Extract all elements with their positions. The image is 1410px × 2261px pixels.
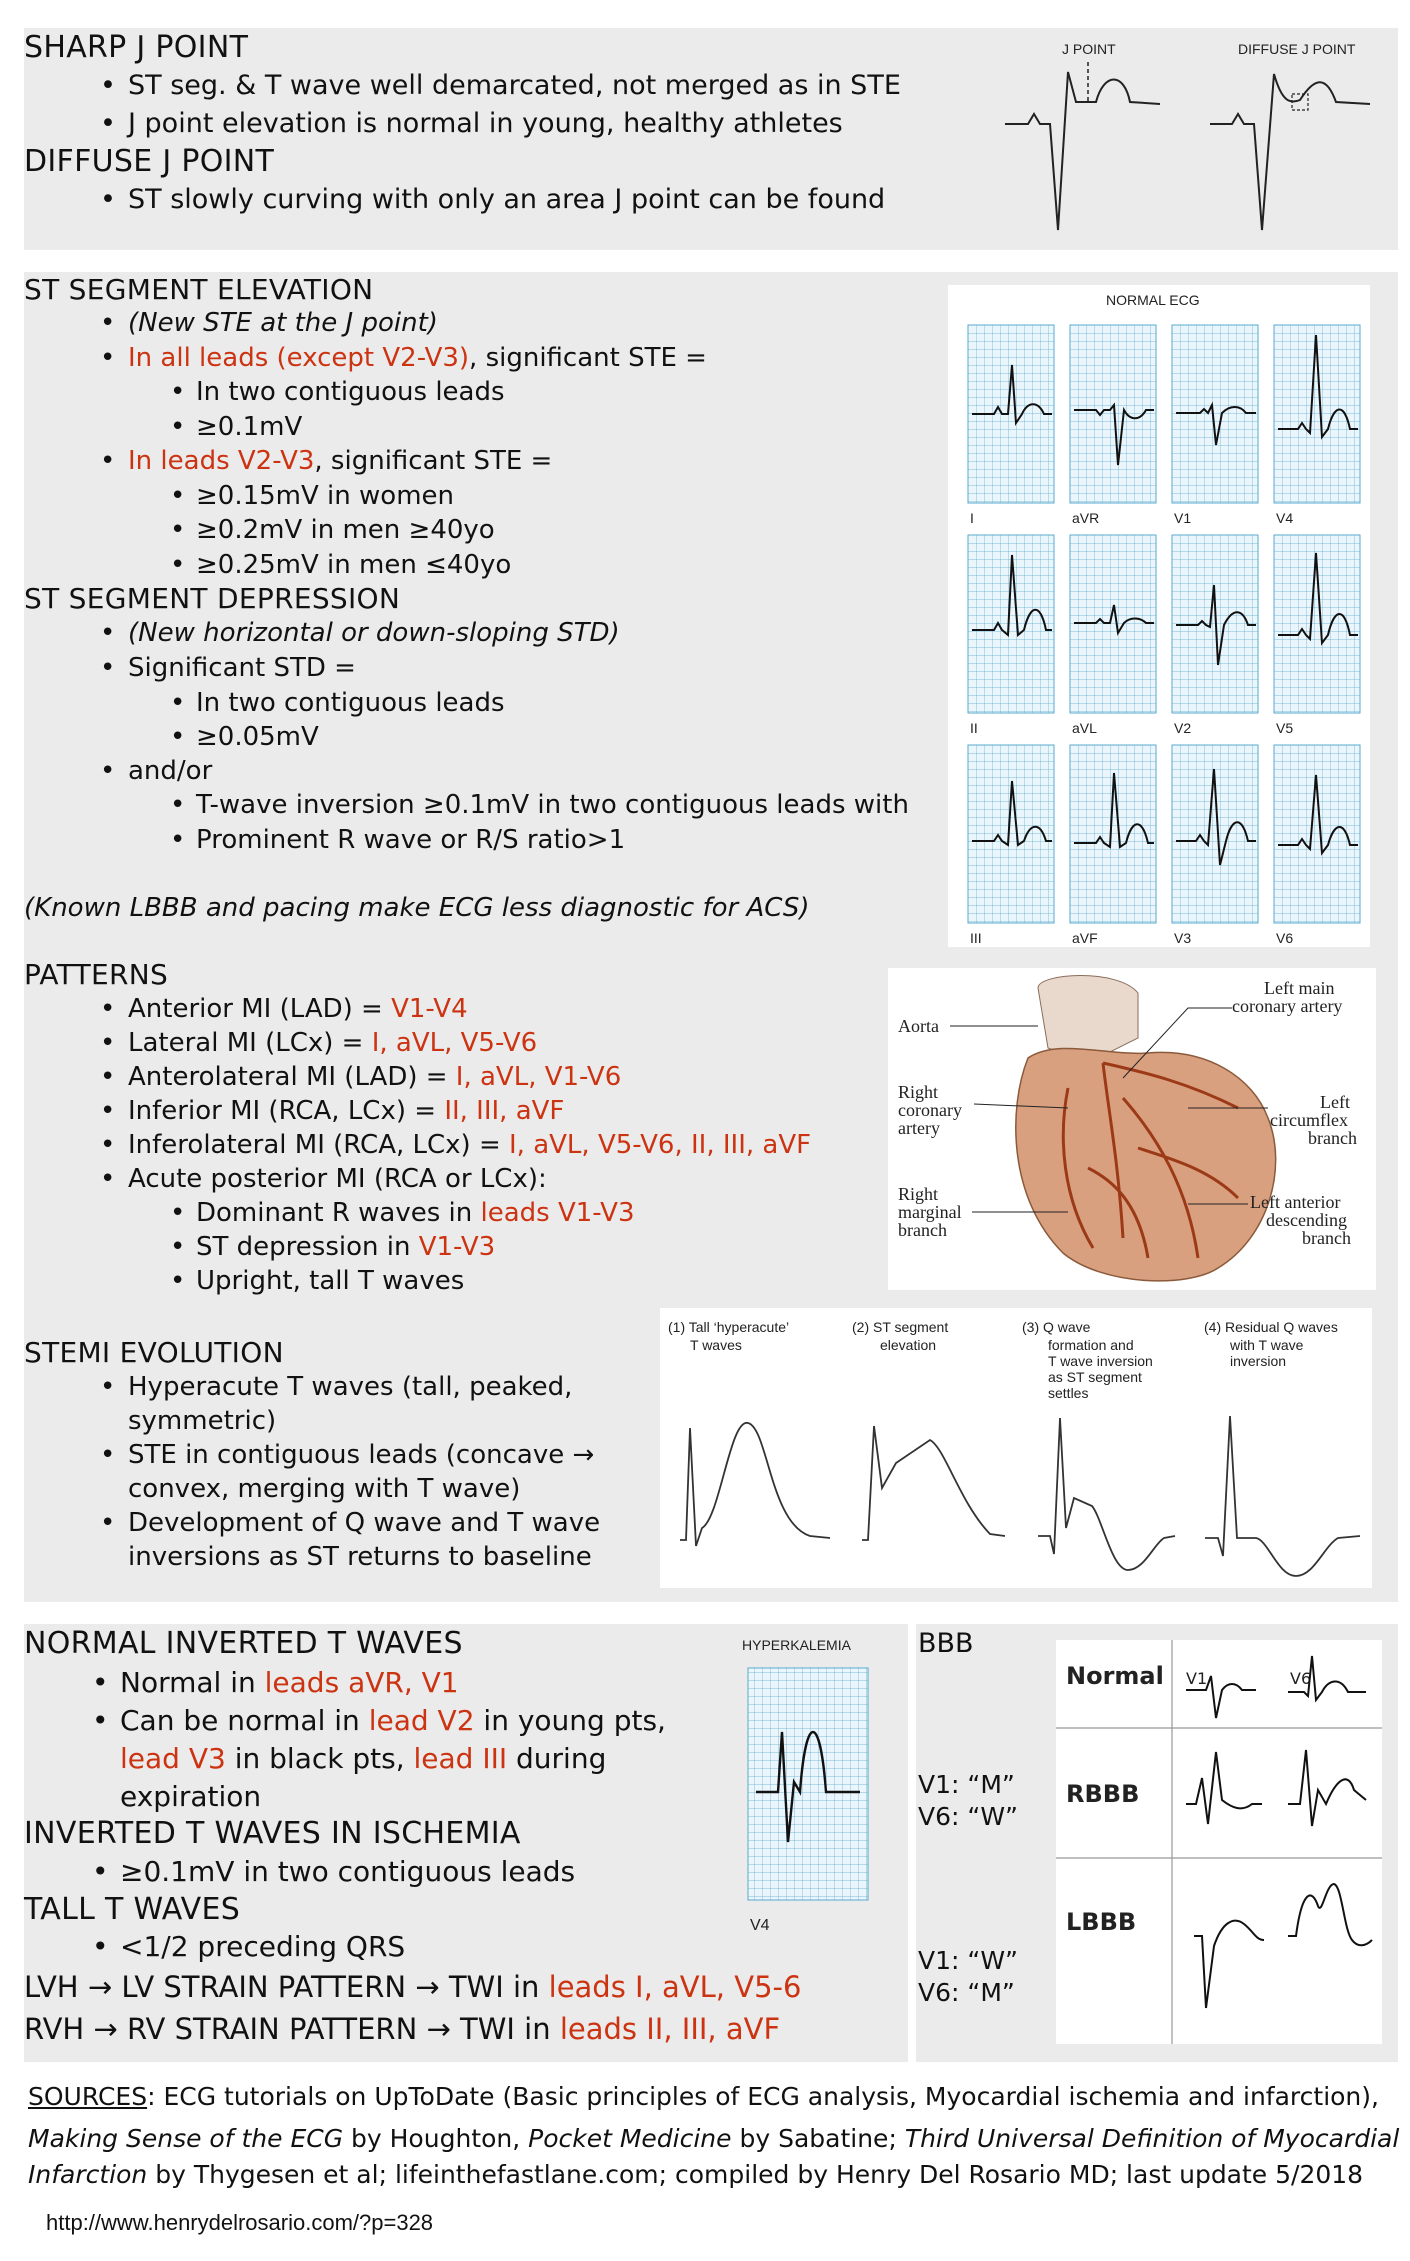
inverted-t-ischemia-title: INVERTED T WAVES IN ISCHEMIA (24, 1816, 521, 1851)
label-left-main-2: coronary artery (1232, 996, 1343, 1016)
ecg-lead-label: V2 (1174, 720, 1192, 736)
stemi-fig3-d: as ST segment (1048, 1369, 1142, 1385)
stemi-fig4-b: with T wave (1230, 1337, 1304, 1353)
ecg-lead-label: II (970, 720, 978, 736)
label-lad-3: branch (1302, 1228, 1351, 1248)
stemi-fig4-c: inversion (1230, 1353, 1287, 1369)
label-aorta: Aorta (898, 1016, 939, 1036)
sharp-j-title: SHARP J POINT (24, 30, 249, 65)
diffuse-j-title: DIFFUSE J POINT (24, 144, 275, 179)
pattern-sub-1: • Dominant R waves in leads V1-V3 (196, 1198, 635, 1228)
stemi-bullet-2a: • STE in contiguous leads (concave → (128, 1440, 594, 1470)
ecg-lead-label: aVR (1072, 510, 1100, 526)
bbb-v6-label: V6 (1290, 1669, 1312, 1688)
pattern-item: • Lateral MI (LCx) = I, aVL, V5-V6 (128, 1028, 537, 1058)
t-bullet-2: • Can be normal in lead V2 in young pts, (120, 1704, 666, 1737)
stemi-bullet-3a: • Development of Q wave and T wave (128, 1508, 600, 1538)
diffuse-j-point-label: DIFFUSE J POINT (1238, 41, 1356, 57)
std-bullet-1: • (New horizontal or down-sloping STD) (128, 618, 620, 648)
bbb-v1-label: V1 (1186, 1669, 1208, 1688)
ecg-lead-strip (968, 535, 1054, 736)
ste-bullet-2: • In all leads (except V2-V3), significant STE = (128, 343, 707, 373)
ste-bullet-3: • In leads V2-V3, significant STE = (128, 446, 552, 476)
sources-line-2: Making Sense of the ECG by Houghton, Pocket Medicine by Sabatine; Third Universal Definition of Myocardial (28, 2124, 1400, 2153)
ecg-lead-label: III (970, 930, 982, 946)
normal-inverted-t-title: NORMAL INVERTED T WAVES (24, 1626, 463, 1661)
ecg-lead-strip (1274, 325, 1360, 526)
ecg-lead-label: V6 (1276, 930, 1294, 946)
label-left-circ-3: branch (1308, 1128, 1357, 1148)
hyperkalemia-lead: V4 (750, 1917, 770, 1934)
std-bullet-2: • Significant STD = (128, 653, 356, 683)
ecg-lead-strip (1172, 745, 1258, 946)
stemi-title: STEMI EVOLUTION (24, 1336, 284, 1369)
pattern-sub-2: • ST depression in V1-V3 (196, 1232, 495, 1262)
t-bullet-4: • <1/2 preceding QRS (120, 1930, 405, 1963)
ecg-lead-strip (1070, 325, 1156, 526)
ecg-lead-label: V3 (1174, 930, 1192, 946)
bbb-normal-label: Normal (1066, 1662, 1164, 1690)
diffuse-j-trace (1210, 74, 1370, 230)
ecg-lead-strip (1274, 745, 1360, 946)
rvh-strain: RVH → RV STRAIN PATTERN → TWI in leads II, III, aVF (24, 2012, 781, 2046)
stemi-fig3-e: settles (1048, 1385, 1089, 1401)
std-bullet-2b: • ≥0.05mV (196, 722, 319, 752)
sharp-j-trace (1005, 72, 1160, 230)
ecg-lead-label: aVL (1072, 720, 1097, 736)
sources-line-3: Infarction by Thygesen et al; lifeinthefastlane.com; compiled by Henry Del Rosario MD; last update 5/2018 (28, 2160, 1364, 2189)
pattern-sub-3: • Upright, tall T waves (196, 1266, 464, 1296)
std-bullet-2a: • In two contiguous leads (196, 688, 505, 718)
j-point-figure (1000, 32, 1390, 242)
ecg-lead-strip (1274, 535, 1360, 736)
stemi-fig3-b: formation and (1048, 1337, 1134, 1353)
stemi-fig1-a: (1) Tall ‘hyperacute’ (668, 1319, 790, 1335)
label-left-main-1: Left main (1264, 978, 1335, 998)
diffuse-j-bullet: • ST slowly curving with only an area J point can be found (128, 184, 885, 215)
hyperkalemia-figure (738, 1632, 878, 1952)
t-bullet-1: • Normal in leads aVR, V1 (120, 1666, 459, 1699)
pattern-item: • Anterolateral MI (LAD) = I, aVL, V1-V6 (128, 1062, 621, 1092)
label-left-circ-1: Left (1320, 1092, 1350, 1112)
label-lad-2: descending (1266, 1210, 1347, 1230)
ste-bullet-3b: • ≥0.2mV in men ≥40yo (196, 515, 495, 545)
bbb-lbbb-label: LBBB (1066, 1908, 1137, 1936)
std-bullet-3: • and/or (128, 756, 212, 786)
bbb-rbbb-label: RBBB (1066, 1780, 1140, 1808)
ecg-lead-label: I (970, 510, 974, 526)
hyperkalemia-title: HYPERKALEMIA (742, 1637, 851, 1653)
ecg-lead-strip (1172, 535, 1258, 736)
lvh-strain: LVH → LV STRAIN PATTERN → TWI in leads I, aVL, V5-6 (24, 1970, 802, 2004)
label-right-coronary-1: Right (898, 1082, 939, 1102)
stemi-fig1-b: T waves (690, 1337, 742, 1353)
t-bullet-2-line3: expiration (120, 1780, 262, 1813)
normal-ecg-title: NORMAL ECG (1106, 292, 1200, 308)
label-right-marg-2: marginal (898, 1202, 962, 1222)
j-point-label: J POINT (1062, 41, 1116, 57)
lbbb-v1-rule: V1: “W” (918, 1946, 1018, 1975)
ecg-lead-label: V4 (1276, 510, 1294, 526)
rbbb-v1-rule: V1: “M” (918, 1770, 1015, 1799)
t-bullet-3: • ≥0.1mV in two contiguous leads (120, 1855, 575, 1888)
bbb-title: BBB (918, 1628, 974, 1659)
label-right-marg-1: Right (898, 1184, 939, 1204)
ecg-lead-strip (968, 745, 1054, 946)
ste-bullet-3a: • ≥0.15mV in women (196, 481, 454, 511)
ste-bullet-1: • (New STE at the J point) (128, 308, 438, 338)
stemi-fig3-c: T wave inversion (1048, 1353, 1153, 1369)
stemi-fig4-a: (4) Residual Q waves (1204, 1319, 1338, 1335)
pattern-item: • Inferolateral MI (RCA, LCx) = I, aVL, V5-V6, II, III, aVF (128, 1130, 811, 1160)
ecg-lead-strip (1172, 325, 1258, 526)
ste-title: ST SEGMENT ELEVATION (24, 273, 374, 306)
std-note: (Known LBBB and pacing make ECG less diagnostic for ACS) (24, 893, 810, 923)
ecg-lead-label: V5 (1276, 720, 1294, 736)
label-right-coronary-3: artery (898, 1118, 940, 1138)
pattern-item: • Inferior MI (RCA, LCx) = II, III, aVF (128, 1096, 564, 1126)
sharp-j-bullet-1: • ST seg. & T wave well demarcated, not merged as in STE (128, 70, 901, 101)
t-bullet-2-line2: lead V3 in black pts, lead III during (120, 1742, 607, 1775)
std-bullet-3a: • T-wave inversion ≥0.1mV in two contiguous leads with (196, 790, 909, 820)
lbbb-v6-rule: V6: “M” (918, 1978, 1015, 2007)
std-bullet-3b: • Prominent R wave or R/S ratio>1 (196, 825, 625, 855)
patterns-title: PATTERNS (24, 958, 169, 991)
label-left-circ-2: circumflex (1270, 1110, 1348, 1130)
stemi-fig2-b: elevation (880, 1337, 937, 1353)
label-right-marg-3: branch (898, 1220, 947, 1240)
ste-bullet-3c: • ≥0.25mV in men ≤40yo (196, 550, 511, 580)
ecg-lead-strip (1070, 745, 1156, 946)
std-title: ST SEGMENT DEPRESSION (24, 582, 401, 615)
label-right-coronary-2: coronary (898, 1100, 962, 1120)
label-lad-1: Left anterior (1250, 1192, 1341, 1212)
sharp-j-bullet-2: • J point elevation is normal in young, healthy athletes (128, 108, 843, 139)
ste-bullet-2b: • ≥0.1mV (196, 412, 302, 442)
stemi-fig3-a: (3) Q wave (1022, 1319, 1091, 1335)
stemi-evolution-figure (660, 1308, 1372, 1588)
ste-bullet-2a: • In two contiguous leads (196, 377, 505, 407)
stemi-bullet-3b: inversions as ST returns to baseline (128, 1542, 592, 1572)
sources-line-1: SOURCES: ECG tutorials on UpToDate (Basic principles of ECG analysis, Myocardial ischemia and infarction), (28, 2082, 1379, 2111)
stemi-fig2-a: (2) ST segment (852, 1319, 949, 1335)
tall-t-title: TALL T WAVES (24, 1892, 241, 1927)
stemi-bullet-1b: symmetric) (128, 1406, 277, 1436)
normal-ecg-figure (948, 285, 1370, 947)
rbbb-v6-rule: V6: “W” (918, 1802, 1018, 1831)
stemi-bullet-2b: convex, merging with T wave) (128, 1474, 521, 1504)
ecg-lead-strip (968, 325, 1054, 526)
bbb-table (1056, 1640, 1382, 2044)
ecg-lead-label: aVF (1072, 930, 1098, 946)
pattern-item: • Acute posterior MI (RCA or LCx): (128, 1164, 547, 1194)
pattern-item: • Anterior MI (LAD) = V1-V4 (128, 994, 468, 1024)
source-url: http://www.henrydelrosario.com/?p=328 (46, 2210, 434, 2235)
stemi-bullet-1a: • Hyperacute T waves (tall, peaked, (128, 1372, 572, 1402)
coronary-artery-diagram (888, 968, 1376, 1290)
ecg-lead-label: V1 (1174, 510, 1192, 526)
ecg-lead-strip (1070, 535, 1156, 736)
